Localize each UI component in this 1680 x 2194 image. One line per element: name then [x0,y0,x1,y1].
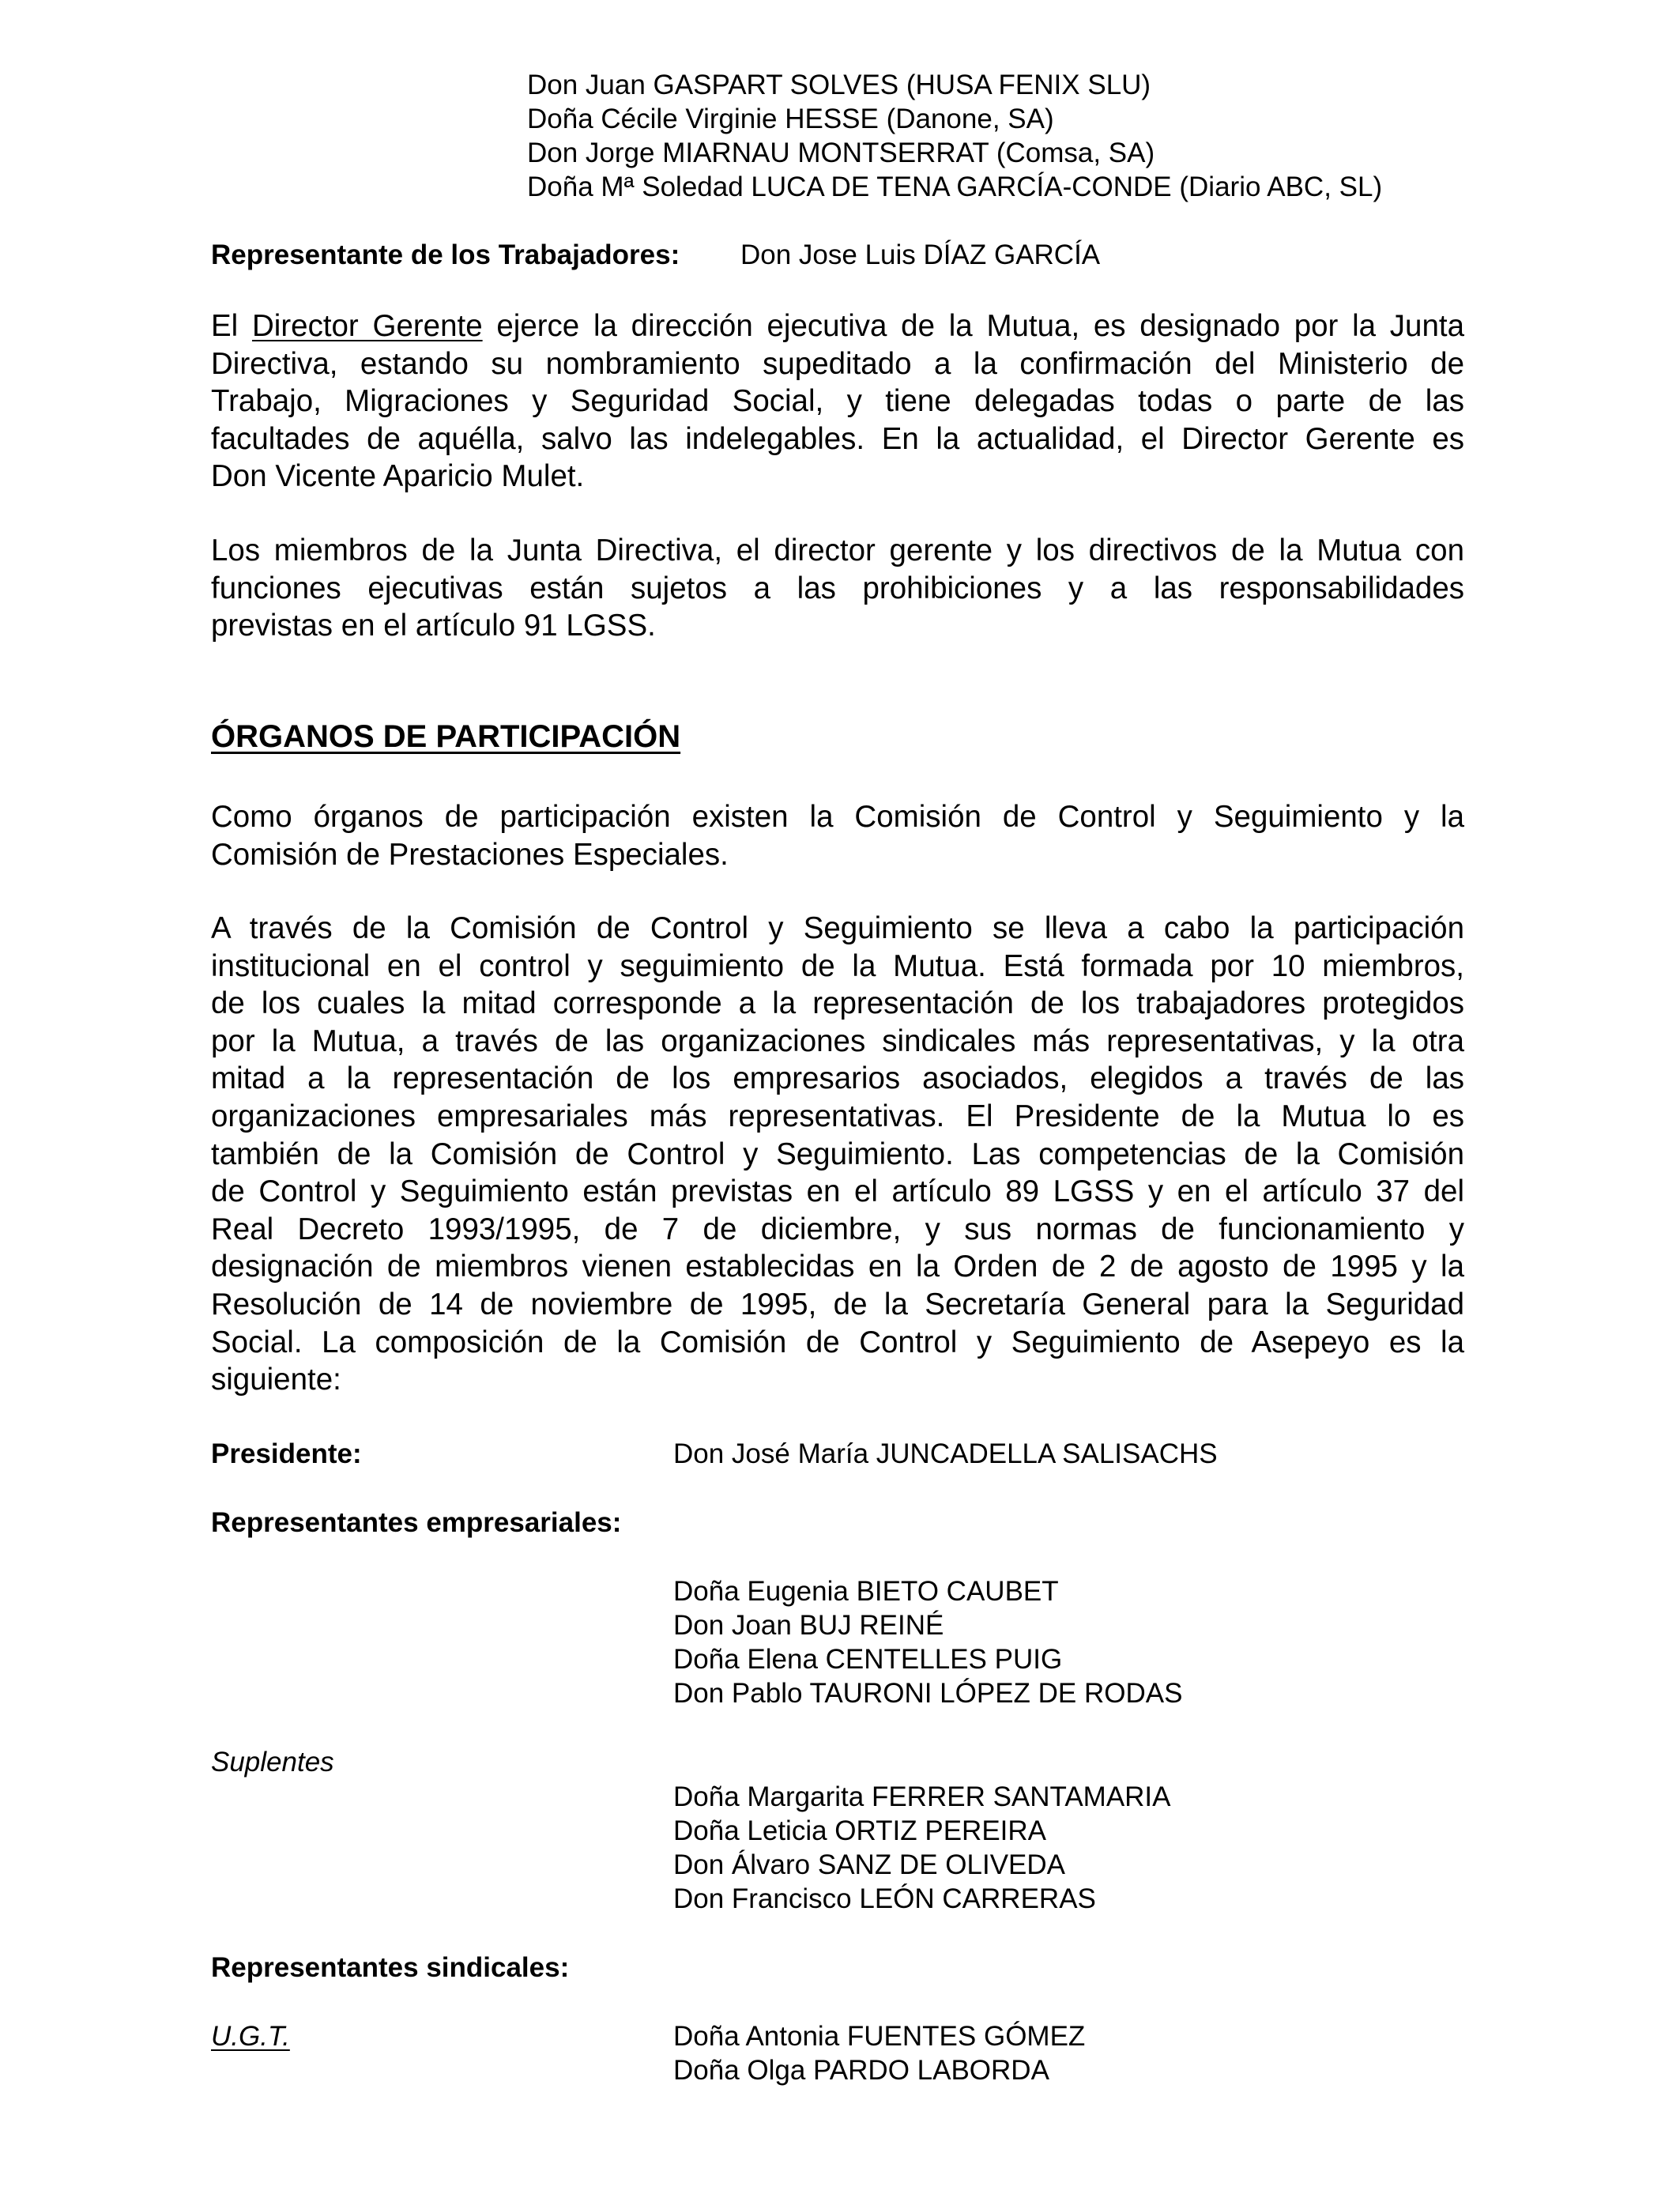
president-label: Presidente: [211,1438,362,1469]
business-rep: Don Joan BUJ REINÉ [673,1610,944,1641]
board-member: Don Juan GASPART SOLVES (HUSA FENIX SLU) [527,70,1151,100]
commission-paragraph [211,910,1464,1399]
paragraph-line: organizaciones empresariales más representativas. El Presidente de la Mutua lo es [211,1099,1464,1133]
board-member: Doña Cécile Virginie HESSE (Danone, SA) [527,104,1054,134]
union-rep: Doña Antonia FUENTES GÓMEZ [673,2021,1086,2052]
paragraph-line: mitad a la representación de los empresarios asociados, elegidos a través de las [211,1061,1464,1096]
paragraph-line: Los miembros de la Junta Directiva, el director gerente y los directivos de la Mutua con [211,533,1464,567]
paragraph-line: Real Decreto 1993/1995, de 7 de diciembre, y sus normas de funcionamiento y [211,1212,1464,1246]
paragraph-line: Directiva, estando su nombramiento supeditado a la confirmación del Ministerio de [211,346,1464,381]
paragraph-line: institucional en el control y seguimiento de la Mutua. Está formada por 10 miembros, [211,948,1464,983]
paragraph-line: Social. La composición de la Comisión de Control y Seguimiento de Asepeyo es la [211,1325,1464,1359]
substitute: Doña Leticia ORTIZ PEREIRA [673,1815,1047,1846]
organs-paragraph [211,798,1464,873]
paragraph-line: Comisión de Prestaciones Especiales. [211,837,729,872]
business-reps-label: Representantes empresariales: [211,1507,622,1538]
paragraph-line: por la Mutua, a través de las organizaciones sindicales más representativas, y la otra [211,1023,1464,1058]
paragraph-line [211,307,1464,345]
union-label-ugt: U.G.T. [211,2021,290,2052]
section-heading: ÓRGANOS DE PARTICIPACIÓN [211,719,681,754]
workers-rep-name: Don Jose Luis DÍAZ GARCÍA [740,239,1101,270]
paragraph-line: de Control y Seguimiento están previstas en el artículo 89 LGSS y en el artículo 37 del [211,1174,1464,1209]
business-rep: Doña Elena CENTELLES PUIG [673,1644,1063,1675]
paragraph-line: también de la Comisión de Control y Seguimiento. Las competencias de la Comisión [211,1137,1464,1171]
substitutes-label: Suplentes [211,1747,334,1777]
paragraph-line: Como órganos de participación existen la Comisión de Control y Seguimiento y la [211,800,1464,834]
union-reps-list [673,2019,1085,2087]
paragraph-line: A través de la Comisión de Control y Seguimiento se lleva a cabo la participación [211,911,1464,945]
substitute: Don Álvaro SANZ DE OLIVEDA [673,1849,1065,1880]
president-name: Don José María JUNCADELLA SALISACHS [673,1438,1218,1469]
business-rep: Doña Eugenia BIETO CAUBET [673,1576,1059,1607]
substitute: Don Francisco LEÓN CARRERAS [673,1883,1096,1914]
business-rep: Don Pablo TAURONI LÓPEZ DE RODAS [673,1678,1183,1709]
substitutes-list [673,1780,1171,1916]
board-member: Doña Mª Soledad LUCA DE TENA GARCÍA-CONDE (Diario ABC, SL) [527,172,1383,202]
paragraph-line: funciones ejecutivas están sujetos a las prohibiciones y a las responsabilidades [211,571,1464,605]
director-gerente-link: Director Gerente [251,309,483,343]
board-member: Don Jorge MIARNAU MONTSERRAT (Comsa, SA) [527,138,1155,168]
union-rep: Doña Olga PARDO LABORDA [673,2055,1049,2086]
paragraph-line: de los cuales la mitad corresponde a la representación de los trabajadores protegidos [211,986,1464,1021]
business-reps-list [673,1574,1182,1710]
members-paragraph [211,532,1464,645]
text-prefix: El [211,309,239,343]
board-member-list [527,68,1382,204]
paragraph-line: Resolución de 14 de noviembre de 1995, de la Secretaría General para la Seguridad [211,1287,1464,1321]
paragraph-line: facultades de aquélla, salvo las indelegables. En la actualidad, el Director Gerente es [211,421,1464,456]
director-paragraph [211,307,1464,496]
text-rest: ejerce la dirección ejecutiva de la Mutua, es designado por la Junta [496,309,1464,343]
paragraph-line: designación de miembros vienen establecidas en la Orden de 2 de agosto de 1995 y la [211,1250,1464,1284]
paragraph-line: Trabajo, Migraciones y Seguridad Social, y tiene delegadas todas o parte de las [211,384,1464,419]
paragraph-line: Don Vicente Aparicio Mulet. [211,459,585,494]
substitute: Doña Margarita FERRER SANTAMARIA [673,1781,1171,1812]
paragraph-line: previstas en el artículo 91 LGSS. [211,609,656,643]
workers-rep-label: Representante de los Trabajadores: [211,239,680,270]
union-reps-label: Representantes sindicales: [211,1952,570,1983]
paragraph-line: siguiente: [211,1363,341,1397]
